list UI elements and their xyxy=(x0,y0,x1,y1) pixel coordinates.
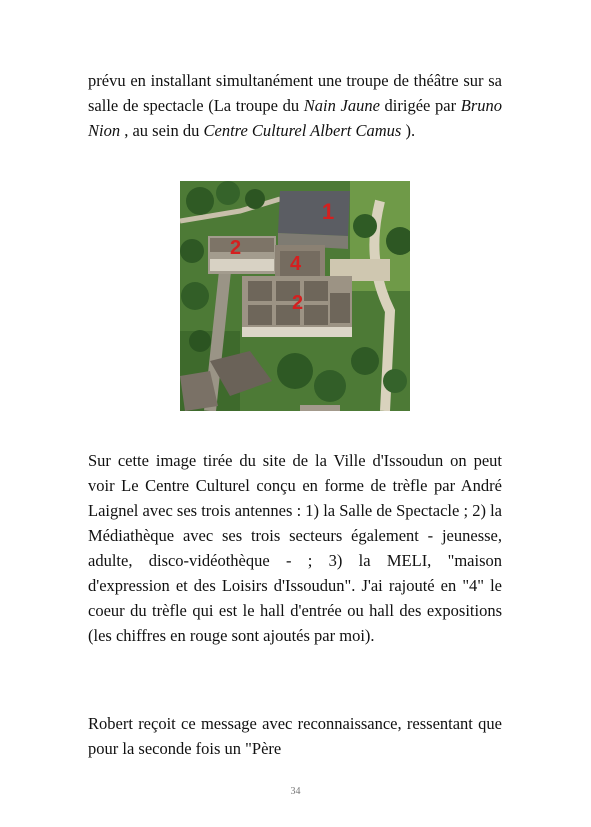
paragraph-2: Sur cette image tirée du site de la Ville d'Issoudun on peut voir Le Centre Culturel conçu en forme de trèfle par André Laignel avec ses trois antennes : 1) la Salle de Spectacle ; 2) la Médiathèque avec ses trois secteurs également - jeunesse, adulte, disco-vidéothèque - ; 3) la MELI, "maison d'expression et des Loisirs d'Issoudun". J'ai rajouté en "4" le coeur du trèfle qui est le hall d'entrée ou hall des expositions (les chiffres en rouge sont ajoutés par moi). xyxy=(88,451,502,645)
page-number: 34 xyxy=(290,786,301,797)
p1-text-1: prévu en installant simultanément une troupe de théâtre sur sa salle de spectacle (La troupe du xyxy=(88,71,502,115)
paragraph-3: Robert reçoit ce message avec reconnaissance, ressentant que pour la seconde fois un "Père xyxy=(88,714,502,758)
photo-marker-2-left: 2 xyxy=(230,237,242,259)
photo-marker-1: 1 xyxy=(322,199,335,224)
p1-text-3: , au sein du xyxy=(120,121,204,140)
p1-italic-centre: Centre Culturel Albert Camus xyxy=(203,121,402,140)
aerial-photo-centre-culturel xyxy=(180,181,410,411)
p1-italic-director: Bruno Nion xyxy=(88,96,502,140)
p1-text-2: dirigée par xyxy=(379,96,461,115)
photo-marker-4: 4 xyxy=(290,253,302,275)
p1-italic-troupe: Nain Jaune xyxy=(303,96,380,115)
p1-text-4: ). xyxy=(401,121,416,140)
paragraph-1 xyxy=(88,68,502,143)
photo-marker-2-bottom: 2 xyxy=(292,292,304,314)
